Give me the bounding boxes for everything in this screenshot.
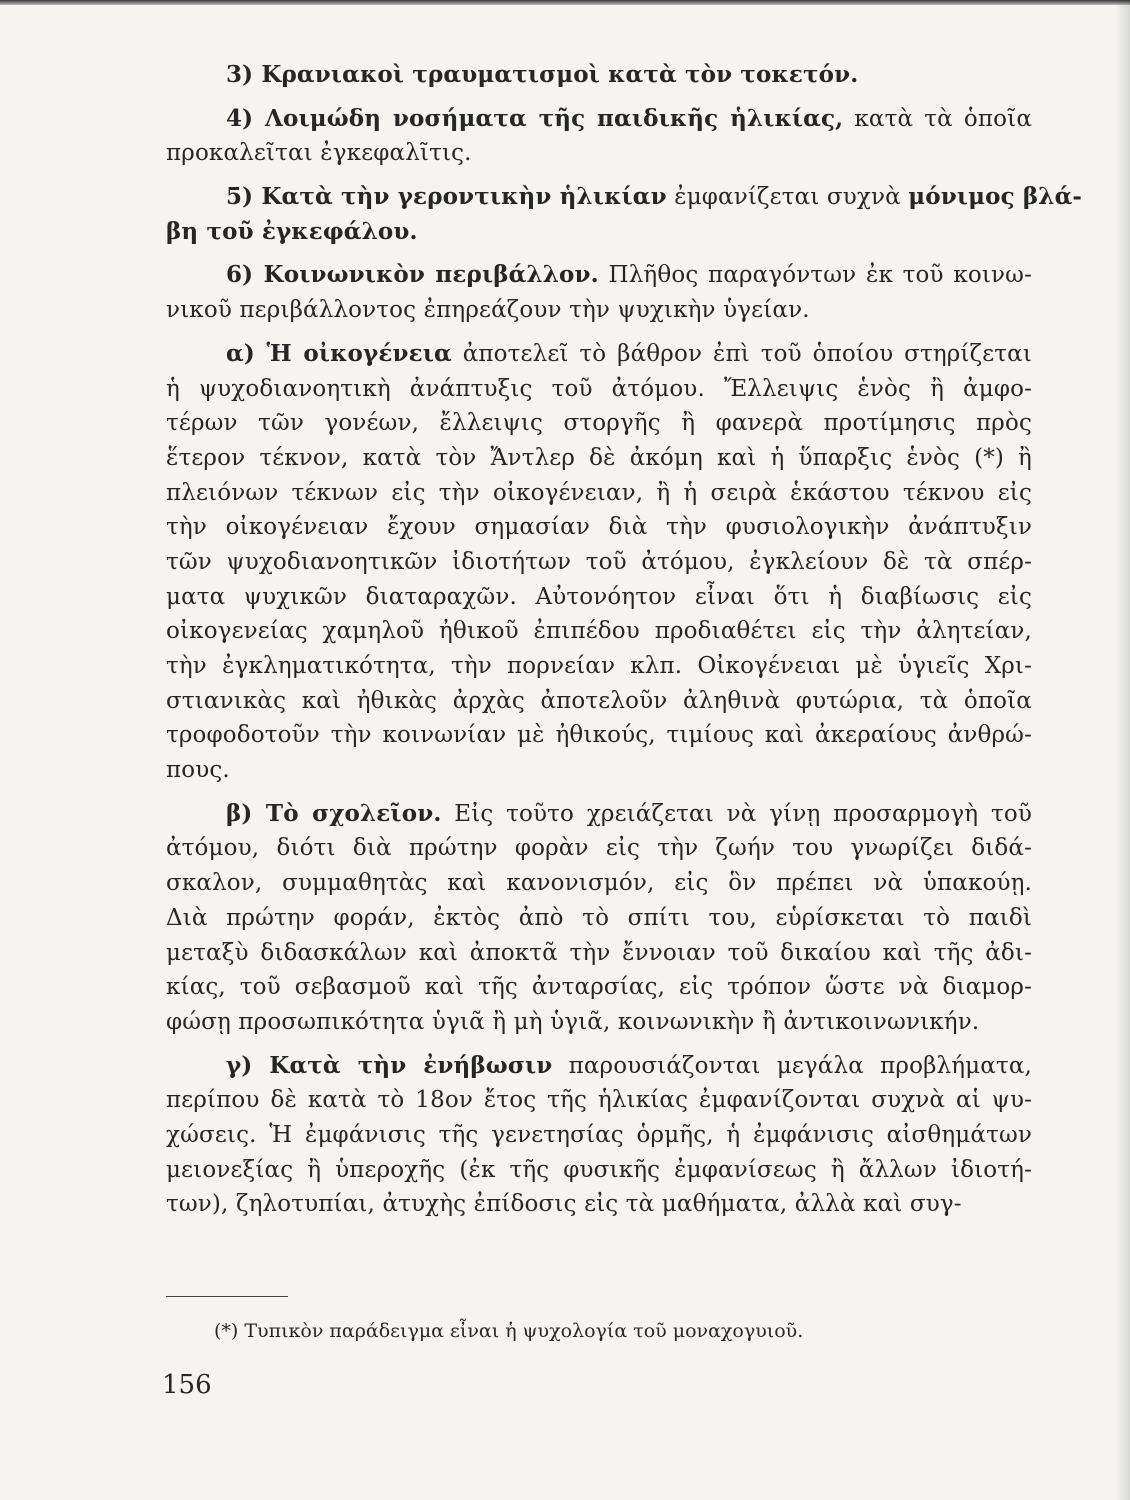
text-line <box>166 293 1032 328</box>
text-run: ἀτόμου, διότι διὰ πρώτην φορὰν εἰς τὴν ζωήν του γνωρίζει διδά- <box>166 835 1032 862</box>
bold-run: β) Τὸ σχολεῖον. <box>226 799 442 827</box>
text-run: προκαλεῖται ἐγκεφαλῖτις. <box>166 140 472 167</box>
footnote-rule <box>166 1296 288 1297</box>
text-run: χώσεις. Ἡ ἐμφάνισις τῆς γενετησίας ὁρμῆς, ἡ ἐμφάνισις αἰσθημάτων <box>166 1121 1032 1148</box>
text-line <box>166 476 1032 511</box>
text-line <box>166 406 1032 441</box>
text-run: οἰκογενείας χαμηλοῦ ἠθικοῦ ἐπιπέδου προδιαθέτει εἰς τὴν ἀλητείαν, <box>166 618 1032 645</box>
text-run: τροφοδοτοῦν τὴν κοινωνίαν μὲ ἠθικούς, τιμίους καὶ ἀκεραίους ἀνθρώ- <box>166 722 1032 749</box>
text-line <box>166 580 1032 615</box>
paragraph <box>166 1049 1032 1222</box>
text-line <box>166 441 1032 476</box>
paragraph-gap <box>166 93 1032 102</box>
text-run: Διὰ πρώτην φοράν, ἐκτὸς ἀπὸ τὸ σπίτι του, εὑρίσκεται τὸ παιδὶ <box>166 904 1032 931</box>
paragraph-gap <box>166 171 1032 180</box>
text-run: ἀποτελεῖ τὸ βάθρον ἐπὶ τοῦ ὁποίου στηρίζεται <box>451 340 1032 367</box>
paragraph <box>166 337 1032 788</box>
text-line <box>166 510 1032 545</box>
text-line <box>166 614 1032 649</box>
paragraph <box>166 58 1032 93</box>
body-text <box>166 58 1083 1222</box>
text-line <box>166 136 1032 171</box>
paragraph-gap <box>166 328 1032 337</box>
text-run: παρουσιάζονται μεγάλα προβλήματα, <box>552 1052 1032 1079</box>
bold-run: 4) Λοιμώδη νοσήματα τῆς παιδικῆς ἡλικίας, <box>226 104 844 132</box>
text-line <box>166 58 1032 93</box>
text-run: Εἰς τοῦτο χρειάζεται νὰ γίνῃ προσαρμογὴ τοῦ <box>441 800 1032 827</box>
text-line <box>166 718 1032 753</box>
text-line <box>166 970 1032 1005</box>
bold-run: 5) Κατὰ τὴν γεροντικὴν ἡλικίαν <box>226 183 667 211</box>
bold-run: 6) Κοινωνικὸν περιβάλλον. <box>226 261 599 289</box>
text-line <box>166 936 1032 971</box>
text-line <box>166 258 1032 293</box>
text-run: τὴν οἰκογένειαν ἔχουν σημασίαν διὰ τὴν φυσιολογικὴν ἀνάπτυξιν <box>166 514 1032 541</box>
text-run: μειονεξίας ἢ ὑπεροχῆς (ἐκ τῆς φυσικῆς ἐμφανίσεως ἢ ἄλλων ἰδιοτή- <box>166 1156 1032 1183</box>
text-line <box>166 372 1032 407</box>
paragraph-gap <box>166 1040 1032 1049</box>
page-right-shadow <box>1116 0 1130 1500</box>
paragraph-gap <box>166 249 1032 258</box>
text-run: Πλῆθος παραγόντων ἐκ τοῦ κοινω- <box>598 262 1032 289</box>
text-line <box>166 102 1032 137</box>
text-line <box>166 1118 1032 1153</box>
bold-run: βη τοῦ ἐγκεφάλου. <box>166 217 418 245</box>
text-line <box>166 1153 1032 1188</box>
bold-run: α) Ἡ οἰκογένεια <box>226 339 452 367</box>
text-run: κατὰ τὰ ὁποῖα <box>843 105 1032 132</box>
text-line <box>166 901 1032 936</box>
text-run: κίας, τοῦ σεβασμοῦ καὶ τῆς ἀνταρσίας, εἰς τρόπον ὥστε νὰ διαμορ- <box>166 974 1032 1001</box>
text-line <box>166 753 1032 788</box>
text-run: τῶν ψυχοδιανοητικῶν ἰδιοτήτων τοῦ ἀτόμου, ἐγκλείουν δὲ τὰ σπέρ- <box>166 548 1032 575</box>
text-line <box>166 1005 1032 1040</box>
paragraph-gap <box>166 788 1032 797</box>
text-line <box>166 545 1032 580</box>
text-line <box>166 649 1032 684</box>
text-run: πους. <box>166 757 230 784</box>
text-line <box>166 1083 1032 1118</box>
paragraph <box>166 258 1032 327</box>
text-run: τὴν ἐγκληματικότητα, τὴν πορνείαν κλπ. Οἰκογένειαι μὲ ὑγιεῖς Χρι- <box>166 653 1032 679</box>
text-run: τέρων τῶν γονέων, ἔλλειψις στοργῆς ἢ φανερὰ προτίμησις πρὸς <box>166 410 1032 437</box>
text-run: ἕτερον τέκνον, κατὰ τὸν Ἄντλερ δὲ ἀκόμη καὶ ἡ ὕπαρξις ἑνὸς (*) ἢ <box>166 444 1032 471</box>
bold-run: γ) Κατὰ τὴν ἐνήβωσιν <box>226 1051 553 1079</box>
text-line <box>166 337 1032 372</box>
text-run: ματα ψυχικῶν διαταραχῶν. Αὐτονόητον εἶναι ὅτι ἡ διαβίωσις εἰς <box>166 583 1032 610</box>
paragraph <box>166 797 1032 1040</box>
paragraph <box>166 180 1083 249</box>
text-line <box>166 215 1032 250</box>
text-line <box>166 831 1032 866</box>
paragraph <box>166 102 1032 171</box>
text-run: φώσῃ προσωπικότητα ὑγιᾶ ἢ μὴ ὑγιᾶ, κοινωνικὴν ἢ ἀντικοινωνικήν. <box>166 1008 980 1035</box>
text-run: ἡ ψυχοδιανοητικὴ ἀνάπτυξις τοῦ ἀτόμου. Ἔλλειψις ἑνὸς ἢ ἀμφο- <box>166 375 1032 402</box>
text-line <box>166 684 1032 719</box>
bold-run: 3) Κρανιακοὶ τραυματισμοὶ κατὰ τὸν τοκετόν. <box>226 61 859 88</box>
text-run: σκαλον, συμμαθητὰς καὶ κανονισμόν, εἰς ὃν πρέπει νὰ ὑπακούῃ. <box>166 870 1032 897</box>
footnote: (*) Τυπικὸν παράδειγμα εἶναι ἡ ψυχολογία τοῦ μοναχογυιοῦ. <box>214 1320 804 1342</box>
text-run: στιανικὰς καὶ ἠθικὰς ἀρχὰς ἀποτελοῦν ἀληθινὰ φυτώρια, τὰ ὁποῖα <box>166 687 1032 714</box>
text-run: ἐμφανίζεται συχνὰ <box>666 184 909 211</box>
page-top-shadow <box>0 0 1130 5</box>
text-run: πλειόνων τέκνων εἰς τὴν οἰκογένειαν, ἢ ἡ σειρὰ ἑκάστου τέκνου εἰς <box>166 479 1032 506</box>
text-line <box>166 797 1032 832</box>
page-number: 156 <box>162 1370 212 1400</box>
text-line <box>166 866 1032 901</box>
text-run: νικοῦ περιβάλλοντος ἐπηρεάζουν τὴν ψυχικὴν ὑγείαν. <box>166 297 810 324</box>
text-run: μεταξὺ διδασκάλων καὶ ἀποκτᾶ τὴν ἔννοιαν τοῦ δικαίου καὶ τῆς ἀδι- <box>166 939 1032 966</box>
text-line <box>166 1187 1032 1222</box>
text-run: των), ζηλοτυπίαι, ἀτυχὴς ἐπίδοσις εἰς τὰ μαθήματα, ἀλλὰ καὶ συγ- <box>166 1191 962 1218</box>
bold-run: μόνιμος βλά- <box>908 183 1083 211</box>
text-line <box>166 180 1083 215</box>
text-line <box>166 1049 1032 1084</box>
text-run: περίπου δὲ κατὰ τὸ 18ον ἔτος τῆς ἡλικίας ἐμφανίζονται συχνὰ αἱ ψυ- <box>166 1087 1032 1114</box>
